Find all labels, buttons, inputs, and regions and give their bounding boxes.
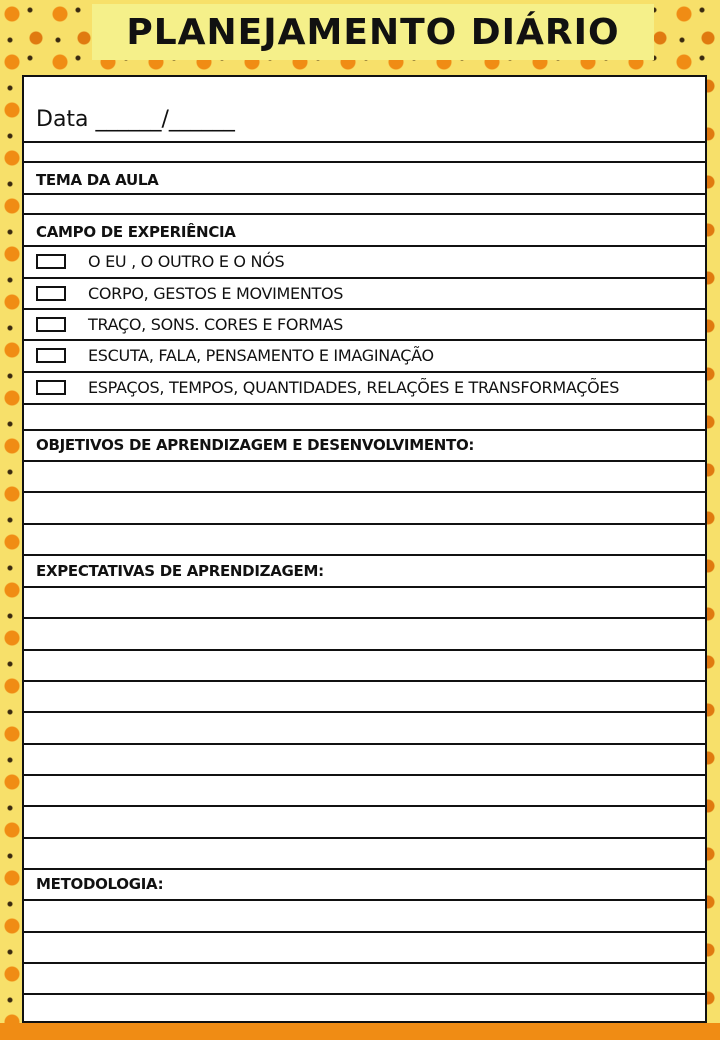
ruled-line [24,403,705,405]
ruled-line [24,460,705,462]
section-tema: TEMA DA AULA [36,171,159,189]
section-expectativas: EXPECTATIVAS DE APRENDIZAGEM: [36,562,324,580]
ruled-line [24,837,705,839]
experience-field-row[interactable] [36,373,619,401]
experience-field-label: TRAÇO, SONS. CORES E FORMAS [88,314,344,334]
section-metodologia: METODOLOGIA: [36,875,164,893]
ruled-line [24,774,705,776]
ruled-line [24,868,705,870]
ruled-line [24,931,705,933]
planning-sheet [22,75,707,1023]
experience-field-label: O EU , O OUTRO E O NÓS [88,251,285,271]
ruled-line [24,993,705,995]
ruled-line [24,491,705,493]
ruled-line [24,213,705,215]
ruled-line [24,586,705,588]
experience-field-row[interactable] [36,310,343,338]
section-campo: CAMPO DE EXPERIÊNCIA [36,223,236,241]
ruled-line [24,743,705,745]
title-banner [92,4,654,60]
ruled-line [24,554,705,556]
experience-field-row[interactable] [36,279,343,307]
checkbox[interactable] [36,317,66,332]
section-objetivos: OBJETIVOS DE APRENDIZAGEM E DESENVOLVIMENTO: [36,436,475,454]
decorative-footer [0,1023,720,1040]
checkbox[interactable] [36,286,66,301]
checkbox[interactable] [36,380,66,395]
ruled-line [24,962,705,964]
page-title: PLANEJAMENTO DIÁRIO [126,11,620,53]
ruled-line [24,141,705,143]
ruled-line [24,649,705,651]
ruled-line [24,680,705,682]
experience-field-label: CORPO, GESTOS E MOVIMENTOS [88,283,344,303]
checkbox[interactable] [36,254,66,269]
experience-field-row[interactable] [36,341,434,369]
ruled-line [24,523,705,525]
experience-field-label: ESPAÇOS, TEMPOS, QUANTIDADES, RELAÇÕES E TRANSFORMAÇÕES [88,377,620,397]
ruled-line [24,161,705,163]
experience-field-row[interactable] [36,247,284,275]
experience-field-label: ESCUTA, FALA, PENSAMENTO E IMAGINAÇÃO [88,345,434,365]
ruled-line [24,805,705,807]
date-field[interactable]: Data ______/______ [36,107,235,132]
ruled-line [24,899,705,901]
ruled-line [24,617,705,619]
ruled-line [24,193,705,195]
ruled-line [24,711,705,713]
ruled-line [24,429,705,431]
checkbox[interactable] [36,348,66,363]
